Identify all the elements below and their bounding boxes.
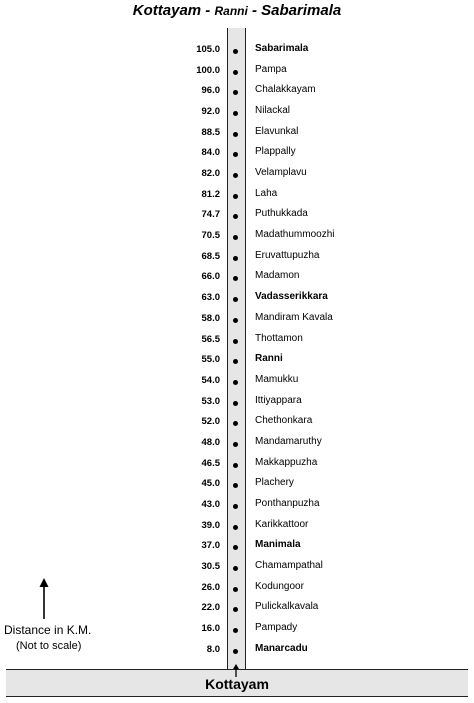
- stop-distance: 46.5: [201, 457, 220, 469]
- stop-name: Kodungoor: [255, 580, 304, 592]
- stop-distance: 105.0: [196, 44, 220, 55]
- title-start: Kottayam: [132, 2, 202, 19]
- legend-distance-label: Distance in K.M.: [4, 623, 92, 637]
- stop-marker: [233, 359, 238, 364]
- stop-row: [0, 599, 474, 619]
- stop-name: Vadasserikkara: [255, 291, 328, 303]
- stop-row: [0, 144, 474, 164]
- stop-name: Karikkattoor: [255, 518, 309, 530]
- stop-row: [0, 413, 474, 433]
- stop-name: Makkappuzha: [255, 456, 318, 468]
- stop-name: Sabarimala: [255, 43, 309, 54]
- stop-marker: [233, 442, 238, 447]
- stop-marker: [233, 90, 238, 95]
- stop-name: Pulickalkavala: [255, 601, 319, 613]
- stop-marker: [233, 256, 238, 261]
- stop-marker: [233, 173, 238, 178]
- stop-row: [0, 41, 474, 61]
- stop-row: [0, 558, 474, 578]
- stop-row: [0, 165, 474, 185]
- stop-marker: [233, 235, 238, 240]
- stop-row: [0, 268, 474, 288]
- stop-distance: 48.0: [201, 436, 220, 448]
- stop-distance: 100.0: [196, 64, 220, 76]
- stop-row: [0, 434, 474, 454]
- stop-marker: [233, 70, 238, 75]
- stop-name: Mandamaruthy: [255, 435, 322, 447]
- stop-distance: 81.2: [201, 188, 220, 200]
- title-end: Sabarimala: [261, 2, 342, 19]
- up-arrow-icon: [37, 578, 51, 620]
- stop-row: [0, 289, 474, 309]
- stop-name: Mamukku: [255, 373, 299, 385]
- stop-name: Pampady: [255, 622, 298, 634]
- stop-name: Madathummoozhi: [255, 229, 335, 241]
- origin-label: Kottayam: [205, 676, 269, 692]
- stop-name: Elavunkal: [255, 125, 299, 137]
- stop-marker: [233, 587, 238, 592]
- stop-distance: 68.5: [201, 250, 220, 262]
- title-separator: -: [247, 2, 262, 19]
- stop-row: [0, 248, 474, 268]
- stop-name: Plachery: [255, 477, 294, 489]
- stop-marker: [233, 483, 238, 488]
- stop-row: [0, 124, 474, 144]
- stop-name: Velamplavu: [255, 167, 307, 179]
- stop-distance: 16.0: [201, 623, 220, 635]
- stop-marker: [233, 525, 238, 530]
- stop-marker: [233, 504, 238, 509]
- stop-marker: [233, 49, 238, 54]
- page-title: [0, 2, 474, 19]
- stop-name: Ittiyappara: [255, 394, 302, 406]
- stop-distance: 55.0: [201, 354, 220, 366]
- stop-row: [0, 455, 474, 475]
- stop-name: Pampa: [255, 63, 287, 75]
- stop-marker: [233, 421, 238, 426]
- legend-scale-note: (Not to scale): [16, 640, 82, 652]
- stop-row: [0, 227, 474, 247]
- stop-name: Laha: [255, 187, 278, 199]
- stop-marker: [233, 401, 238, 406]
- stop-distance: 26.0: [201, 581, 220, 593]
- stop-distance: 96.0: [201, 85, 220, 97]
- stop-row: [0, 579, 474, 599]
- stop-distance: 82.0: [201, 168, 220, 180]
- stop-marker: [233, 628, 238, 633]
- up-arrow-icon: [229, 664, 243, 678]
- stop-row: [0, 310, 474, 330]
- stop-marker: [233, 545, 238, 550]
- stop-marker: [233, 607, 238, 612]
- stop-row: [0, 393, 474, 413]
- stop-name: Thottamon: [255, 332, 303, 344]
- stop-marker: [233, 649, 238, 654]
- stop-distance: 56.5: [201, 333, 220, 345]
- stop-row: [0, 82, 474, 102]
- stop-row: [0, 517, 474, 537]
- stop-name: Nilackal: [255, 105, 291, 117]
- stop-name: Manimala: [255, 539, 301, 551]
- stop-marker: [233, 463, 238, 468]
- stop-name: Eruvattupuzha: [255, 249, 320, 261]
- stop-name: Madamon: [255, 270, 300, 282]
- stop-distance: 37.0: [201, 540, 220, 552]
- stop-name: Chalakkayam: [255, 84, 316, 96]
- stop-row: [0, 331, 474, 351]
- stop-marker: [233, 194, 238, 199]
- stop-marker: [233, 339, 238, 344]
- stop-marker: [233, 214, 238, 219]
- stop-distance: 84.0: [201, 147, 220, 159]
- stop-name: Manarcadu: [255, 642, 308, 654]
- stop-row: [0, 351, 474, 371]
- stop-marker: [233, 297, 238, 302]
- stop-name: Plappally: [255, 146, 296, 158]
- stop-name: Ponthanpuzha: [255, 497, 320, 509]
- stop-distance: 63.0: [201, 292, 220, 304]
- stop-row: [0, 372, 474, 392]
- stop-marker: [233, 132, 238, 137]
- stop-row: [0, 537, 474, 557]
- stop-distance: 39.0: [201, 519, 220, 531]
- stop-name: Chamampathal: [255, 560, 323, 571]
- stop-name: Mandiram Kavala: [255, 311, 333, 323]
- stop-distance: 53.0: [201, 395, 220, 407]
- stop-distance: 88.5: [201, 126, 220, 138]
- stop-row: [0, 475, 474, 495]
- stop-distance: 8.0: [206, 643, 220, 655]
- stop-name: Puthukkada: [255, 208, 308, 220]
- stop-distance: 92.0: [201, 106, 220, 118]
- title-middle: Ranni: [214, 4, 248, 18]
- stop-row: [0, 62, 474, 82]
- stop-distance: 70.5: [201, 230, 220, 242]
- stop-name: Chethonkara: [255, 415, 313, 427]
- stop-marker: [233, 318, 238, 323]
- stop-marker: [233, 566, 238, 571]
- stop-row: [0, 496, 474, 516]
- stop-distance: 45.0: [201, 478, 220, 490]
- stop-name: Ranni: [255, 353, 283, 365]
- stop-distance: 74.7: [201, 209, 220, 221]
- stop-row: [0, 186, 474, 206]
- stop-row: [0, 103, 474, 123]
- stop-distance: 58.0: [201, 312, 220, 324]
- stop-distance: 30.5: [201, 561, 220, 572]
- stop-marker: [233, 111, 238, 116]
- stop-marker: [233, 380, 238, 385]
- stop-row: [0, 206, 474, 226]
- stop-distance: 52.0: [201, 416, 220, 428]
- stop-distance: 54.0: [201, 374, 220, 386]
- stop-distance: 22.0: [201, 602, 220, 614]
- stop-distance: 66.0: [201, 271, 220, 283]
- title-separator: -: [201, 2, 215, 19]
- stop-marker: [233, 276, 238, 281]
- stop-marker: [233, 152, 238, 157]
- stop-distance: 43.0: [201, 498, 220, 510]
